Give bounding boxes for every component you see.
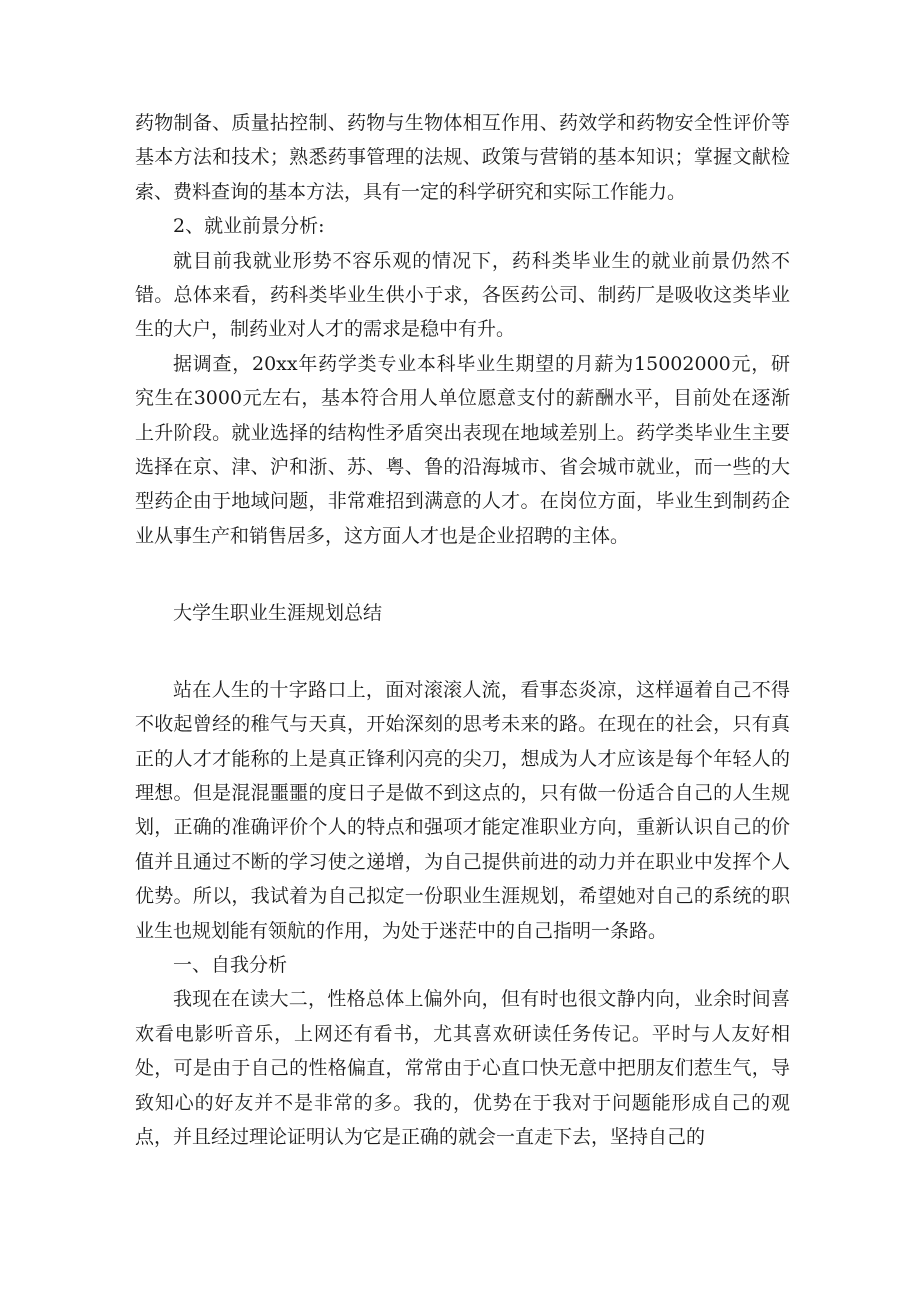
section-heading-employment-prospects: 2、就业前景分析: [173, 215, 325, 238]
intro-paragraph: 站在人生的十字路口上，面对滚滚人流，看事态炎凉，这样逼着自己不得不收起曾经的稚气与天真，开始深刻的思考未来的路。在现在的社会，只有真正的人才才能称的上是真正锋利闪亮的尖刀，想成为人才应该是每个年轻人的理想。但是混混噩噩的度日子是做不到这点的，只有做一份适合自己的人生规划，正确的准确评价个人的特点和强项才能定准职业方向，重新认识自己的价值并且通过不断的学习使之递增，为自己提供前进的动力并在职业中发挥个人优势。所以，我试着为自己拟定一份职业生涯规划，希望她对自己的系统的职业生也规划能有领航的作用，为处于迷茫中的自己指明一条路。 [135, 678, 790, 942]
document-page [135, 106, 790, 1154]
spacer [135, 631, 790, 673]
spacer [135, 553, 790, 596]
article-title: 大学生职业生涯规划总结 [173, 602, 383, 625]
self-analysis-paragraph: 我现在在读大二，性格总体上偏外向，但有时也很文静内向，业余时间喜欢看电影听音乐，上网还有看书，尤其喜欢研读任务传记。平时与人友好相处，可是由于自己的性格偏直，常常由于心直口快无意中把朋友们惹生气，导致知心的好友并不是非常的多。我的，优势在于我对于问题能形成自己的观点，并且经过理论证明认为它是正确的就会一直走下去，坚持自己的 [135, 988, 790, 1148]
continuation-paragraph: 药物制备、质量拈控制、药物与生物体相互作用、药效学和药物安全性评价等基本方法和技术；熟悉药事管理的法规、政策与营销的基本知识；掌握文献检索、费料查询的基本方法，具有一定的科学研究和实际工作能力。 [135, 112, 790, 203]
section-heading-self-analysis: 一、自我分析 [173, 953, 288, 976]
prospects-paragraph-1: 就目前我就业形势不容乐观的情况下，药科类毕业生的就业前景仍然不错。总体来看，药科类毕业生供小于求，各医药公司、制药厂是吸收这类毕业生的大户，制药业对人才的需求是稳中有升。 [135, 249, 790, 341]
prospects-paragraph-2: 据调查，20xx年药学类专业本科毕业生期望的月薪为15002000元，研究生在3000元左右，基本符合用人单位愿意支付的薪酬水平，目前处在逐渐上升阶段。就业选择的结构性矛盾突出表现在地域差别上。药学类毕业生主要选择在京、津、沪和浙、苏、粤、鲁的沿海城市、省会城市就业，而一些的大型药企由于地域问题，非常难招到满意的人才。在岗位方面，毕业生到制药企业从事生产和销售居多，这方面人才也是企业招聘的主体。 [135, 352, 790, 547]
